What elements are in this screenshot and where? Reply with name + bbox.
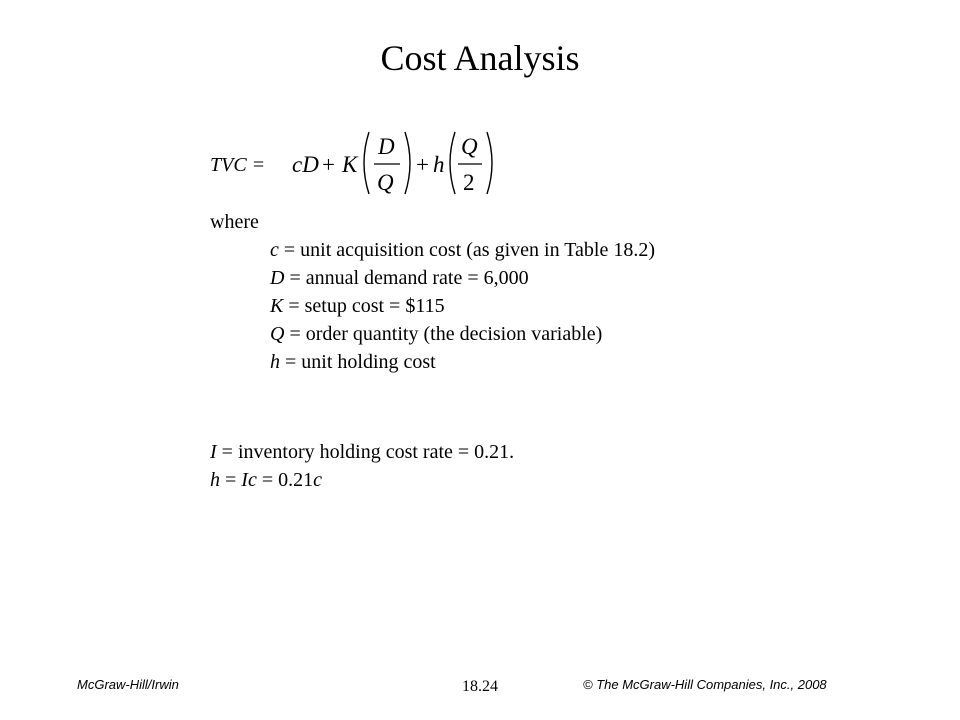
right-paren-2: [487, 132, 492, 194]
formula-h: h: [433, 152, 445, 177]
definition-d: [210, 264, 655, 292]
definition-var: Q: [270, 323, 285, 345]
fraction-1-denominator: Q: [377, 170, 394, 195]
definition-text: = annual demand rate = 6,000: [284, 267, 529, 289]
definitions-block: [210, 208, 655, 376]
left-paren-1: [364, 132, 369, 194]
holding-var-h: h: [210, 469, 220, 491]
tvc-formula: [290, 126, 520, 207]
formula-term-cd: cD: [292, 152, 319, 177]
definition-text: = setup cost = $115: [283, 295, 445, 317]
holding-var-ic: Ic: [241, 469, 257, 491]
definition-var: c: [270, 239, 279, 261]
holding-cost-line: [210, 466, 514, 494]
fraction-2-numerator: Q: [461, 134, 478, 159]
left-paren-2: [450, 132, 455, 194]
holding-cost-block: [210, 438, 514, 494]
formula-plus-2: +: [416, 152, 429, 177]
formula-k: K: [342, 152, 358, 177]
inventory-rate-line: [210, 438, 514, 466]
inventory-var: I: [210, 441, 217, 463]
definition-text: = unit acquisition cost (as given in Table 18.2): [278, 239, 656, 261]
footer-copyright: © The McGraw-Hill Companies, Inc., 2008: [583, 677, 827, 692]
formula-plus-1: +: [322, 152, 335, 177]
right-paren-1: [405, 132, 410, 194]
footer-slide-number: 18.24: [462, 678, 498, 695]
definition-h: [210, 348, 655, 376]
definition-var: K: [270, 295, 284, 317]
definition-text: = unit holding cost: [280, 351, 436, 373]
definition-var: h: [270, 351, 280, 373]
footer-publisher: McGraw-Hill/Irwin: [77, 677, 179, 692]
definition-k: [210, 292, 655, 320]
definition-c: [210, 236, 655, 264]
tvc-label: TVC =: [210, 154, 266, 176]
where-label: where: [210, 211, 259, 233]
inventory-text: = inventory holding cost rate = 0.21.: [216, 441, 515, 463]
holding-var-c: c: [313, 469, 322, 491]
slide-title: Cost Analysis: [380, 38, 580, 78]
definition-var: D: [270, 267, 285, 289]
holding-eq-1: =: [220, 469, 242, 491]
definition-q: [210, 320, 655, 348]
holding-eq-2: = 0.21: [256, 469, 314, 491]
fraction-2-denominator: 2: [463, 170, 475, 195]
fraction-1-numerator: D: [378, 134, 395, 159]
definition-text: = order quantity (the decision variable): [284, 323, 603, 345]
